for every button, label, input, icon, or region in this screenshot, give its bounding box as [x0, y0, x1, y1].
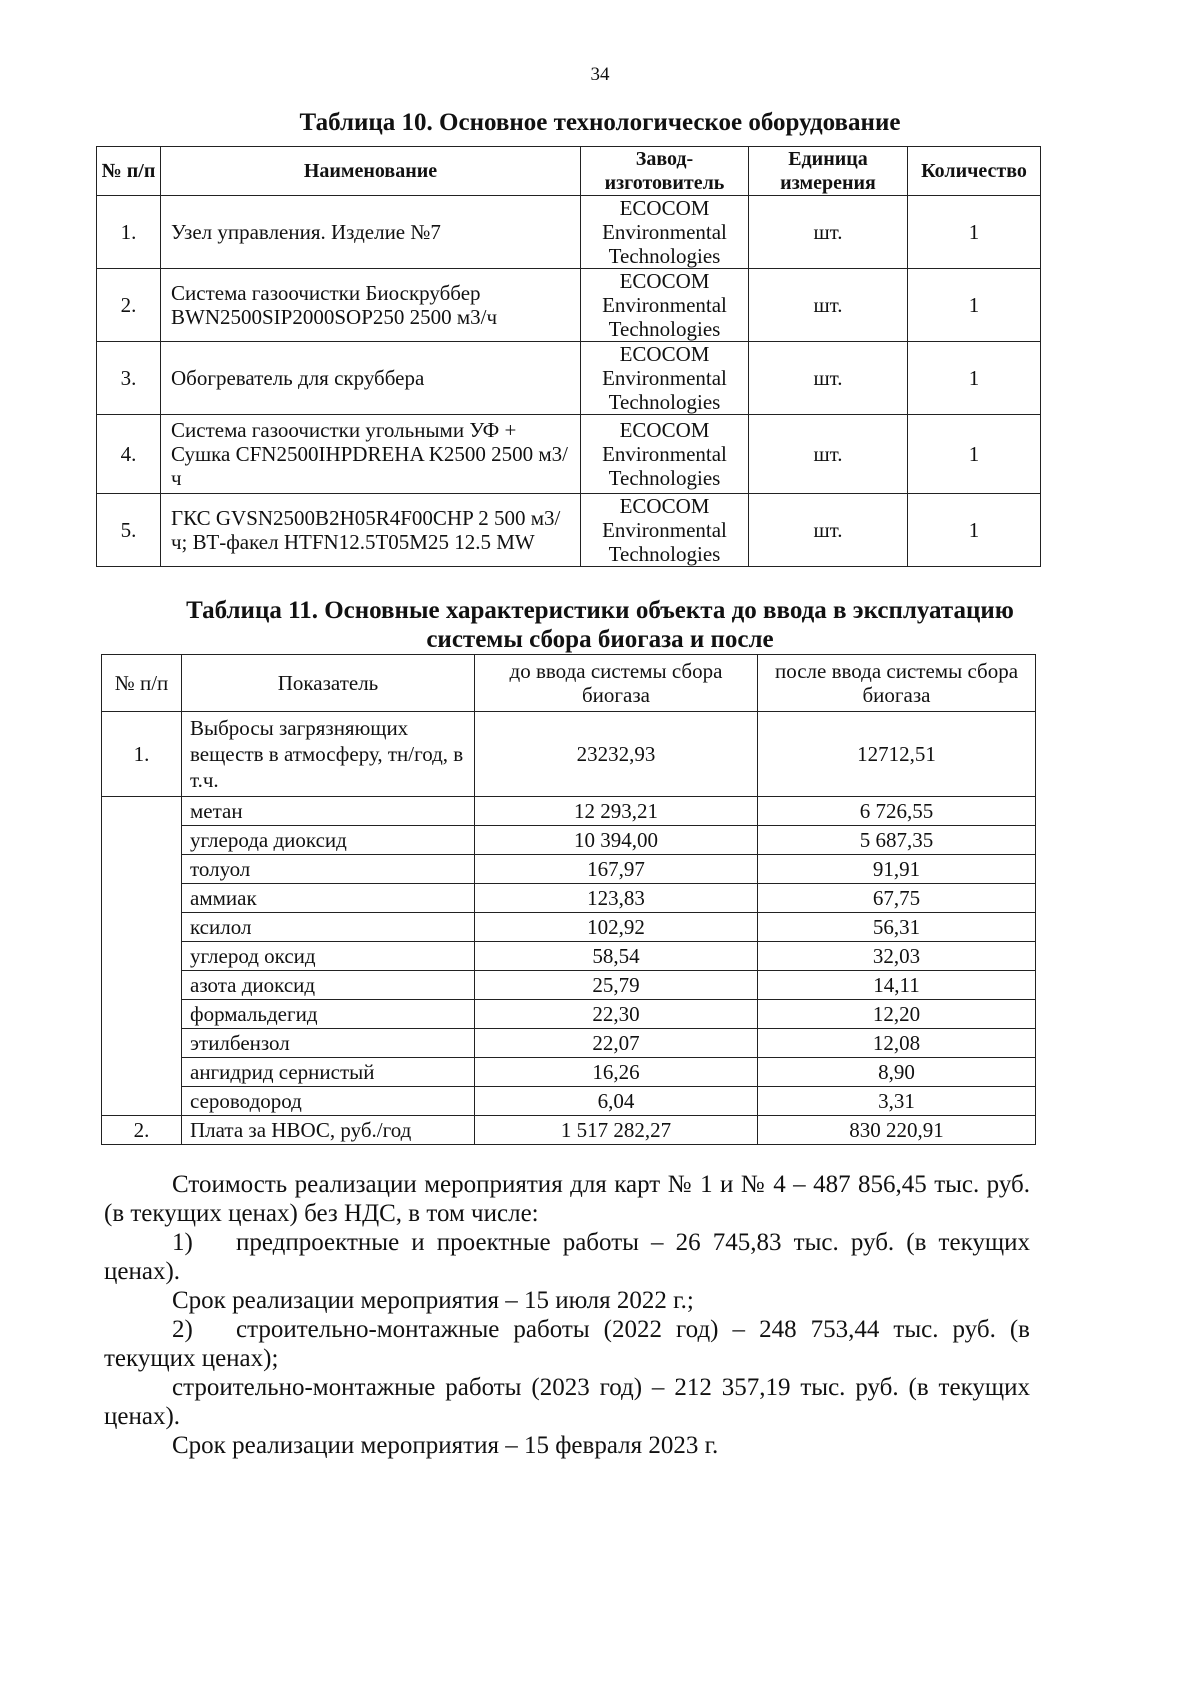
table-header-row: [102, 655, 1036, 712]
substance-after: 12,08: [758, 1029, 1036, 1058]
row-unit: шт.: [749, 494, 908, 567]
substance-name: сероводород: [182, 1087, 475, 1116]
header-indicator: Показатель: [182, 655, 475, 712]
substance-after: 8,90: [758, 1058, 1036, 1087]
row-num: 4.: [97, 415, 161, 494]
header-after: после ввода системы сбора биогаза: [758, 655, 1036, 712]
table-row: [102, 826, 1036, 855]
row-indicator: Выбросы загрязняющих веществ в атмосферу, тн/год, в т.ч.: [182, 712, 475, 797]
row-indicator: Плата за НВОС, руб./год: [182, 1116, 475, 1145]
table-header-row: [97, 147, 1041, 196]
substance-after: 6 726,55: [758, 797, 1036, 826]
row-name: Обогреватель для скруббера: [161, 342, 581, 415]
table-row: [102, 1058, 1036, 1087]
substance-name: ангидрид сернистый: [182, 1058, 475, 1087]
empty-num-cell: [102, 797, 182, 1116]
substance-before: 22,30: [475, 1000, 758, 1029]
substance-before: 123,83: [475, 884, 758, 913]
row-num: 5.: [97, 494, 161, 567]
header-unit: Единица измерения: [749, 147, 908, 196]
row-unit: шт.: [749, 269, 908, 342]
table-row: [102, 884, 1036, 913]
header-before: до ввода системы сбора биогаза: [475, 655, 758, 712]
header-num: № п/п: [97, 147, 161, 196]
table-row: [102, 712, 1036, 797]
header-num: № п/п: [102, 655, 182, 712]
substance-name: метан: [182, 797, 475, 826]
row-unit: шт.: [749, 342, 908, 415]
row-after: 830 220,91: [758, 1116, 1036, 1145]
substance-name: формальдегид: [182, 1000, 475, 1029]
substance-name: ксилол: [182, 913, 475, 942]
substance-after: 32,03: [758, 942, 1036, 971]
table-row: [102, 797, 1036, 826]
table11-title-line2: системы сбора биогаза и после: [426, 626, 774, 653]
list-marker: 2): [172, 1316, 193, 1343]
row-name: Система газоочистки Биоскруббер BWN2500SIP2000SOP250 2500 м3/ч: [161, 269, 581, 342]
table-row: [97, 342, 1041, 415]
substance-after: 3,31: [758, 1087, 1036, 1116]
row-quantity: 1: [908, 415, 1041, 494]
row-unit: шт.: [749, 415, 908, 494]
table-row: [102, 971, 1036, 1000]
table-row: [102, 1116, 1036, 1145]
list-marker: 1): [172, 1229, 193, 1256]
row-num: 3.: [97, 342, 161, 415]
header-manufacturer: Завод-изготовитель: [581, 147, 749, 196]
deadline-2: Срок реализации мероприятия – 15 февраля 2023 г.: [172, 1432, 719, 1459]
substance-after: 67,75: [758, 884, 1036, 913]
table-row: [97, 415, 1041, 494]
substance-before: 22,07: [475, 1029, 758, 1058]
substance-after: 12,20: [758, 1000, 1036, 1029]
substance-before: 10 394,00: [475, 826, 758, 855]
table-row: [102, 942, 1036, 971]
substance-name: аммиак: [182, 884, 475, 913]
substance-after: 56,31: [758, 913, 1036, 942]
list-text: строительно-монтажные работы (2022 год) – 248 753,44 тыс. руб. (в текущих ценах);: [104, 1316, 1030, 1372]
substance-before: 167,97: [475, 855, 758, 884]
substance-before: 6,04: [475, 1087, 758, 1116]
header-name: Наименование: [161, 147, 581, 196]
header-quantity: Количество: [908, 147, 1041, 196]
row-manufacturer: ECOCOM Environmental Technologies: [581, 269, 749, 342]
row-manufacturer: ECOCOM Environmental Technologies: [581, 494, 749, 567]
emissions-table: [101, 654, 1036, 1145]
table-row: [97, 494, 1041, 567]
body-text: [104, 1170, 1030, 1460]
row-after: 12712,51: [758, 712, 1036, 797]
substance-after: 14,11: [758, 971, 1036, 1000]
list-item-1: [104, 1228, 1030, 1286]
row-quantity: 1: [908, 269, 1041, 342]
row-quantity: 1: [908, 196, 1041, 269]
table-row: [102, 855, 1036, 884]
row-manufacturer: ECOCOM Environmental Technologies: [581, 415, 749, 494]
page-number: 34: [590, 64, 610, 85]
row-num: 2.: [102, 1116, 182, 1145]
substance-before: 102,92: [475, 913, 758, 942]
row-before: 1 517 282,27: [475, 1116, 758, 1145]
list-text: предпроектные и проектные работы – 26 745,83 тыс. руб. (в текущих ценах).: [104, 1229, 1030, 1285]
row-num: 1.: [102, 712, 182, 797]
row-num: 2.: [97, 269, 161, 342]
row-manufacturer: ECOCOM Environmental Technologies: [581, 196, 749, 269]
substance-name: этилбензол: [182, 1029, 475, 1058]
substance-before: 12 293,21: [475, 797, 758, 826]
substance-after: 91,91: [758, 855, 1036, 884]
substance-name: азота диоксид: [182, 971, 475, 1000]
substance-before: 58,54: [475, 942, 758, 971]
table-row: [102, 1000, 1036, 1029]
list-item-2: [104, 1315, 1030, 1373]
cost-paragraph: Стоимость реализации мероприятия для карт № 1 и № 4 – 487 856,45 тыс. руб. (в текущих ценах) без НДС, в том числе:: [104, 1171, 1030, 1227]
substance-before: 25,79: [475, 971, 758, 1000]
row-quantity: 1: [908, 342, 1041, 415]
row-name: Система газоочистки угольными УФ + Сушка CFN2500IHPDREHA K2500 2500 м3/ч: [161, 415, 581, 494]
table11-title-line1: Таблица 11. Основные характеристики объекта до ввода в эксплуатацию: [186, 597, 1014, 624]
substance-name: углерод оксид: [182, 942, 475, 971]
substance-name: углерода диоксид: [182, 826, 475, 855]
row-quantity: 1: [908, 494, 1041, 567]
substance-name: толуол: [182, 855, 475, 884]
table-row: [102, 1029, 1036, 1058]
deadline-1: Срок реализации мероприятия – 15 июля 2022 г.;: [172, 1287, 694, 1314]
list-item-2b: строительно-монтажные работы (2023 год) – 212 357,19 тыс. руб. (в текущих ценах).: [104, 1374, 1030, 1430]
row-manufacturer: ECOCOM Environmental Technologies: [581, 342, 749, 415]
row-unit: шт.: [749, 196, 908, 269]
row-name: Узел управления. Изделие №7: [161, 196, 581, 269]
table-row: [102, 913, 1036, 942]
table-row: [97, 196, 1041, 269]
substance-before: 16,26: [475, 1058, 758, 1087]
equipment-table: [96, 146, 1041, 567]
row-before: 23232,93: [475, 712, 758, 797]
table10-title: Таблица 10. Основное технологическое оборудование: [299, 109, 901, 136]
table-row: [97, 269, 1041, 342]
table-row: [102, 1087, 1036, 1116]
row-name: ГКС GVSN2500B2H05R4F00CHP 2 500 м3/ч; ВТ-факел HTFN12.5T05M25 12.5 MW: [161, 494, 581, 567]
row-num: 1.: [97, 196, 161, 269]
substance-after: 5 687,35: [758, 826, 1036, 855]
